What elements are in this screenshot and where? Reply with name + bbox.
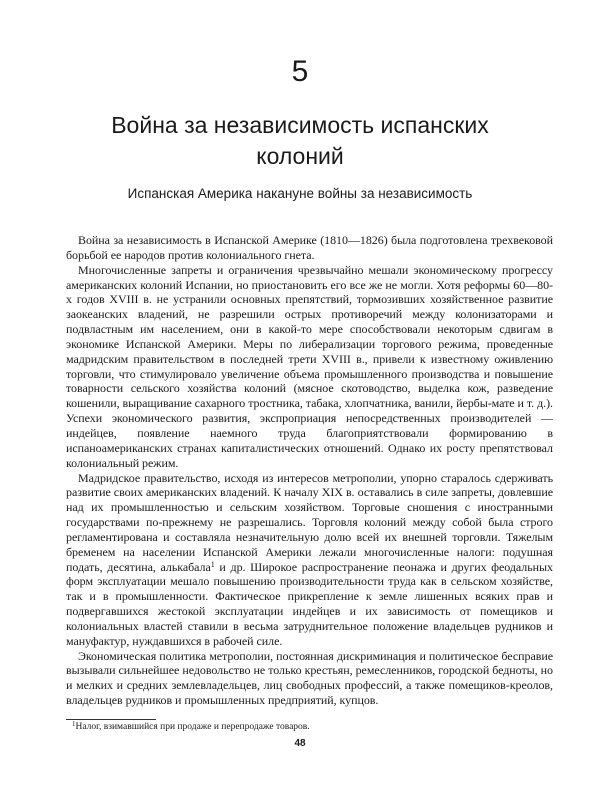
paragraph-2: Многочисленные запреты и ограничения чрезвычайно мешали экономическому прогрессу американских колоний Испании, но приостановить его все же не могли. Хотя реформы 60—80-х годов XVIII в. не устранили основных препятствий, тормозивших хозяйственное развитие заокеанских владений, не разрешили острых противоречий между колонизаторами и подвластным им населением, они в какой-то мере способствовали некоторым сдвигам в экономике Испанской Америки. Меры по либерализации торгового режима, проведенные мадридским правительством в последней трети XVIII в., привели к известному оживлению торговли, что стимулировало увеличение объема промышленного производства и повышение товарности сельского хозяйства колоний (мясное скотоводство, выделка кож, разведение кошенили, выращивание сахарного тростника, табака, хлопчатника, ванили, йербы-мате и т. д.). Успехи экономического развития, экспроприация непосредственных производителей — индейцев, появление наемного труда благоприятствовали формированию в испаноамериканских странах капиталистических отношений. Однако их росту препятствовал колониальный режим. [66,262,553,470]
footnote-text: Налог, взимавшийся при продаже и перепродаже товаров. [75,722,310,732]
chapter-title-line-1: Война за независимость испанских [111,112,489,138]
section-title: Испанская Америка накануне войны за независимость [127,186,473,201]
paragraph-3-text-continued: и др. Широкое распространение пеонажа и других феодальных форм эксплуатации мешало повышению производительности труда как в сельском хозяйстве, так и в промышленности. Фактическое прикрепление к земле лишенных всяких прав и подвергавшихся жестокой эксплуатации индейцев и их зависимость от помещиков и колониальных властей ставили в весьма затруднительное положение владельцев рудников и мануфактур, нуждавшихся в рабочей силе. [66,559,553,648]
chapter-number: 5 [291,55,309,88]
footnote-divider [66,719,156,720]
footnote-marker: 1 [72,720,76,728]
paragraph-1: Война за независимость в Испанской Америке (1810—1826) была подготовлена трехвековой борьбой ее народов против колониального гнета. [66,233,553,262]
paragraph-3 [66,471,553,649]
paragraph-4: Экономическая политика метрополии, постоянная дискриминация и политическое бесправие вызывали сильнейшее недовольство не только крестьян, ремесленников, городской бедноты, но и мелких и средних землевладельцев, лиц свободных профессий, а также помещиков-креолов, владельцев рудников и промышленных предприятий, купцов. [66,648,553,708]
footnote [72,721,552,733]
page-number: 48 [294,738,306,749]
body-text [66,233,553,708]
chapter-title-line-2: колоний [256,143,344,169]
paragraph-3-text: Мадридское правительство, исходя из интересов метрополии, упорно старалось сдерживать развитие своих американских владений. К началу XIX в. оставались в силе запреты, довлевшие над их промышленностью и сельским хозяйством. Торговые сношения с иностранными государствами по-прежнему не разрешались. Торговля колоний между собой была строго регламентирована и составляла незначительную долю всей их внешней торговли. Тяжелым бременем на населении Испанской Америки лежали многочисленные налоги: подушная подать, десятина, алькабала [66,470,553,574]
footnote-reference: 1 [210,559,215,569]
chapter-title [0,110,600,172]
